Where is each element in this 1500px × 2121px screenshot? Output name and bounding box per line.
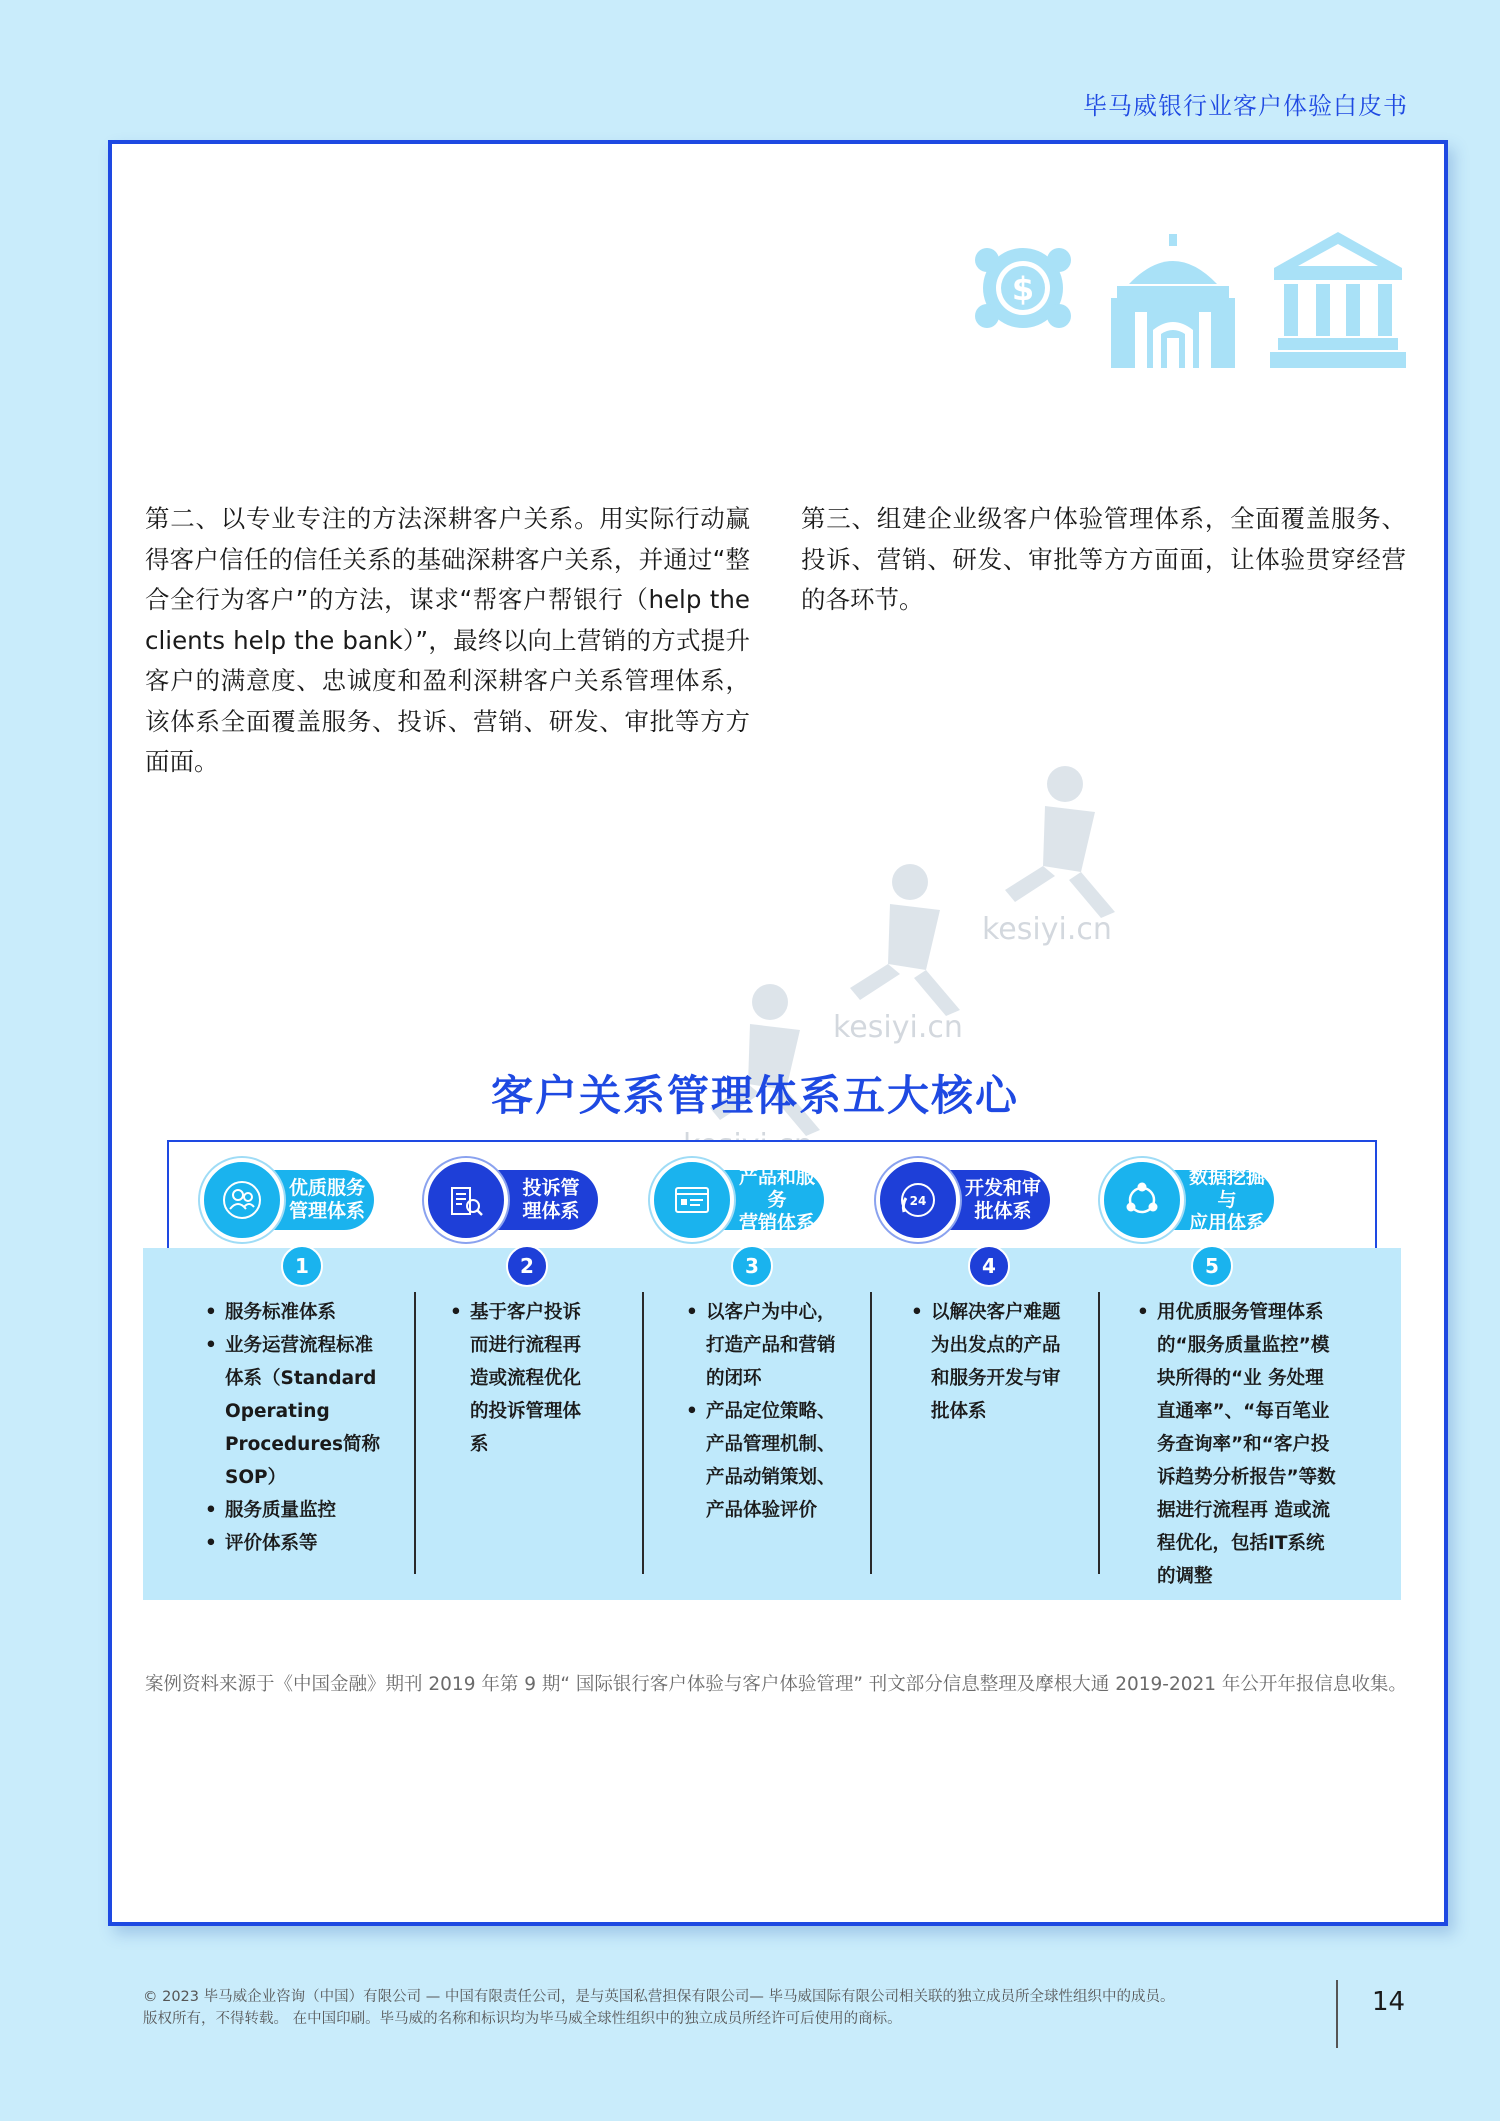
footer-legal-line: 版权所有，不得转载。 在中国印刷。毕马威的名称和标识均为毕马威全球性组织中的独立成员所经许可后使用的商标。 xyxy=(143,2011,902,2027)
bullet-item: • 评价体系等 xyxy=(205,1527,383,1560)
watermark-figure-2 xyxy=(830,860,980,1020)
dollar-coin-icon xyxy=(975,240,1071,336)
pillar-icon-circle xyxy=(650,1158,734,1242)
paragraph-third-point: 第三、组建企业级客户体验管理体系，全面覆盖服务、投诉、营销、研发、审批等方方面面，让体验贯穿经营的各环节。 xyxy=(801,504,1406,614)
pillar-1-bullets xyxy=(205,1296,383,1560)
banking-icons-row xyxy=(975,240,1405,380)
users-icon xyxy=(222,1180,262,1220)
data-cycle-icon xyxy=(1122,1180,1162,1220)
pillar-2-number-badge: 2 xyxy=(506,1245,548,1287)
bullet-item: • 服务标准体系 xyxy=(205,1296,383,1329)
footer-divider xyxy=(1336,1980,1338,2048)
svg-text:24: 24 xyxy=(909,1194,927,1208)
24h-phone-icon xyxy=(898,1180,938,1220)
pillar-label: 优质服务 管理体系 xyxy=(270,1170,374,1230)
pillar-3-bullets xyxy=(686,1296,838,1527)
bullet-item: • 用优质服务管理体系的“服务质量监控”模块所得的“业 务处理直通率”、“每百笔业务查询率”和“客户投诉趋势分析报告”等数据进行流程再 造或流程优化，包括IT系统的调整 xyxy=(1137,1296,1337,1593)
bullet-item: • 以解决客户难题为出发点的产品和服务开发与审批体系 xyxy=(911,1296,1063,1428)
pillar-1-number-badge: 1 xyxy=(281,1245,323,1287)
pillar-3-number-badge: 3 xyxy=(731,1245,773,1287)
pillar-5-bullets xyxy=(1137,1296,1337,1593)
pillar-4-bullets xyxy=(911,1296,1063,1428)
watermark-text: kesiyi.cn xyxy=(982,912,1112,947)
column-divider xyxy=(870,1292,872,1574)
capitol-dome-icon xyxy=(1107,234,1239,368)
pillar-icon-circle xyxy=(1100,1158,1184,1242)
pillar-1-header xyxy=(200,1158,400,1242)
bank-building-icon xyxy=(1270,232,1406,368)
page-number: 14 xyxy=(1372,1987,1406,2017)
pillar-icon-circle xyxy=(876,1158,960,1242)
document-header-title: 毕马威银行业客户体验白皮书 xyxy=(1083,92,1408,120)
pillar-label: 产品和服务 营销体系 xyxy=(720,1170,824,1230)
footer-legal xyxy=(143,1986,1293,2030)
pillar-icon-circle xyxy=(424,1158,508,1242)
bullet-item: • 服务质量监控 xyxy=(205,1494,383,1527)
svg-text:$: $ xyxy=(1011,270,1035,308)
pillar-icon-circle xyxy=(200,1158,284,1242)
paragraph-second-point: 第二、以专业专注的方法深耕客户关系。用实际行动赢得客户信任的信任关系的基础深耕客户关系，并通过“整合全行为客户”的方法，谋求“帮客户帮银行（help the clients help the bank）”，最终以向上营销的方式提升客户的满意度、忠诚度和盈利深耕客户关系管理体系，该体系全面覆盖服务、投诉、营销、研发、审批等方方面面。 xyxy=(145,504,750,776)
source-note: 案例资料来源于《中国金融》期刊 2019 年第 9 期“ 国际银行客户体验与客户体验管理” 刊文部分信息整理及摩根大通 2019-2021 年公开年报信息收集。 xyxy=(145,1674,1407,1695)
pillar-2-header xyxy=(424,1158,624,1242)
watermark-figure-1 xyxy=(985,762,1135,922)
bullet-item: • 业务运营流程标准体系（Standard Operating Procedures简称SOP） xyxy=(205,1329,383,1494)
footer-legal-line: © 2023 毕马威企业咨询（中国）有限公司 — 中国有限责任公司，是与英国私营担保有限公司— 毕马威国际有限公司相关联的独立成员所全球性组织中的成员。 xyxy=(143,1989,1175,2005)
complaint-search-icon xyxy=(446,1180,486,1220)
column-divider xyxy=(642,1292,644,1574)
pillar-5-header xyxy=(1100,1158,1300,1242)
pillar-label: 开发和审 批体系 xyxy=(946,1170,1050,1230)
column-divider xyxy=(1098,1292,1100,1574)
pillar-5-number-badge: 5 xyxy=(1191,1245,1233,1287)
pillar-4-header xyxy=(876,1158,1076,1242)
pillar-label: 数据挖掘与 应用体系 xyxy=(1170,1170,1274,1230)
bullet-item: • 基于客户投诉而进行流程再造或流程优化的投诉管理体系 xyxy=(450,1296,592,1461)
bullet-item: • 以客户为中心，打造产品和营销的闭环 xyxy=(686,1296,838,1395)
product-card-icon xyxy=(672,1180,712,1220)
pillar-3-header xyxy=(650,1158,850,1242)
watermark-text: kesiyi.cn xyxy=(833,1010,963,1045)
pillar-label: 投诉管 理体系 xyxy=(494,1170,598,1230)
pillar-2-bullets xyxy=(450,1296,592,1461)
pillar-4-number-badge: 4 xyxy=(968,1245,1010,1287)
column-divider xyxy=(414,1292,416,1574)
diagram-title: 客户关系管理体系五大核心 xyxy=(490,1071,1019,1120)
bullet-item: • 产品定位策略、产品管理机制、产品动销策划、产品体验评价 xyxy=(686,1395,838,1527)
